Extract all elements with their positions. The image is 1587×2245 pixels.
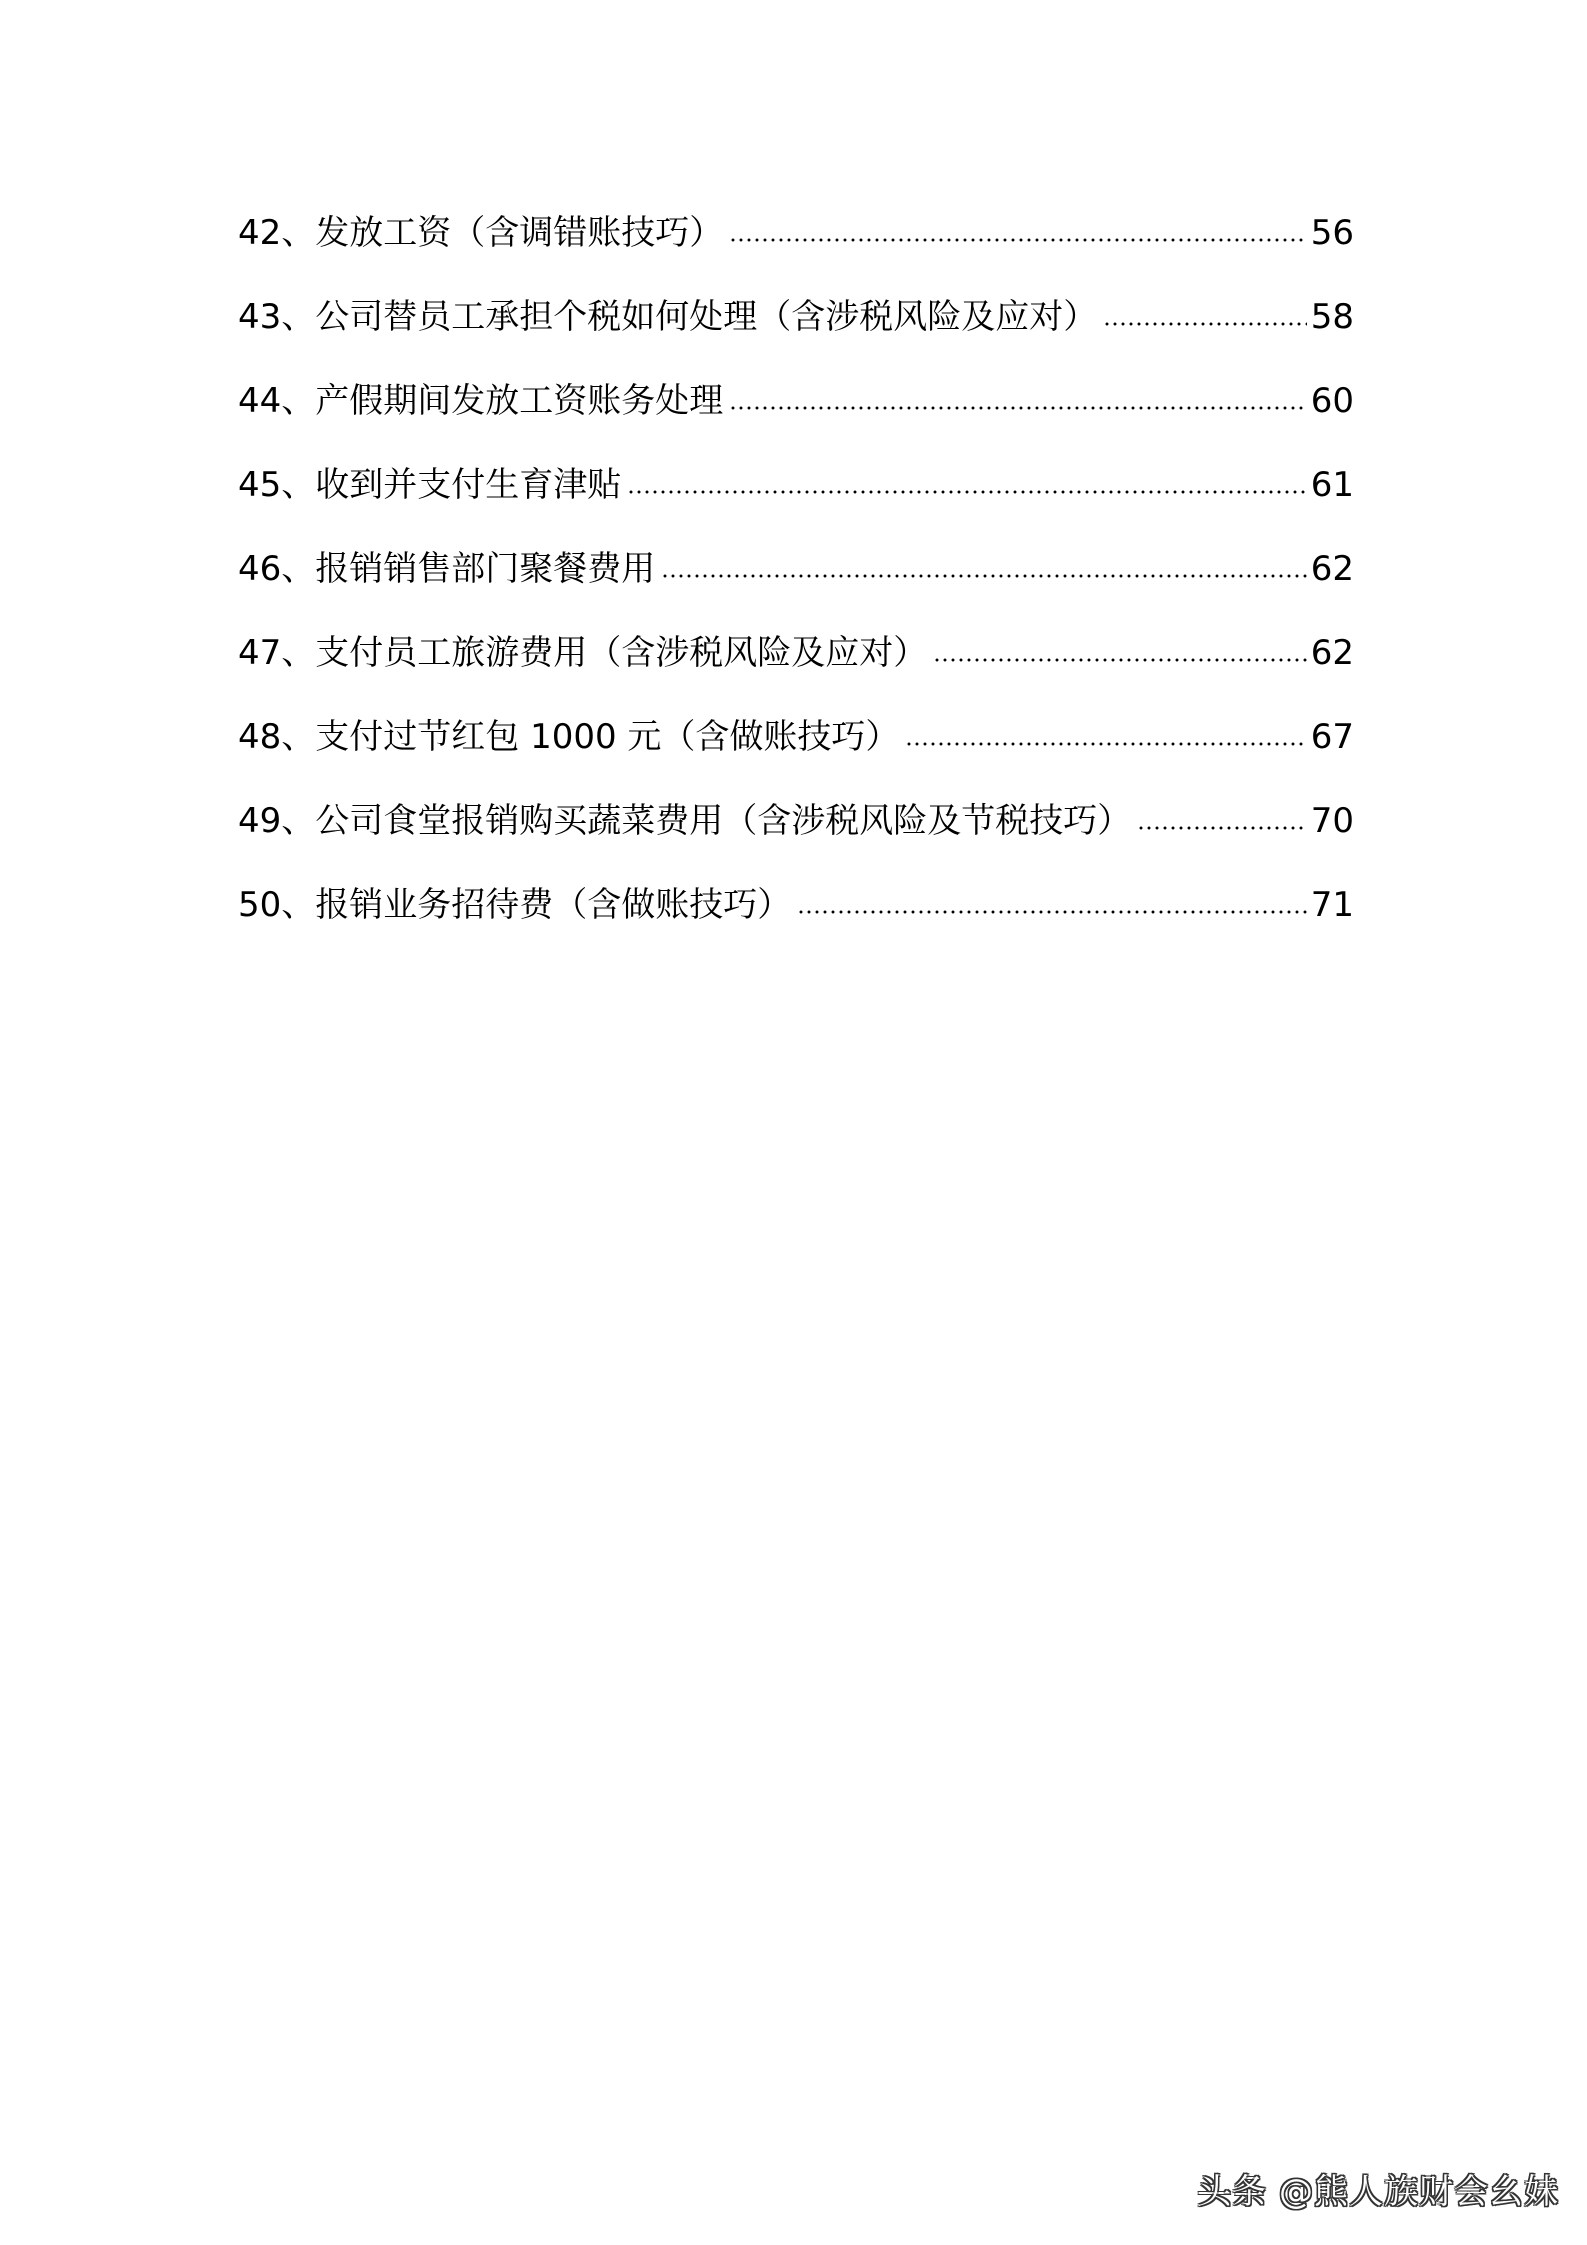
toc-entry-page: 70: [1310, 801, 1354, 841]
toc-entry-page: 62: [1310, 549, 1354, 589]
toc-entry-number: 49、: [238, 801, 316, 841]
toc-entry-page: 67: [1310, 717, 1354, 757]
toc-dot-leader: [729, 406, 1306, 410]
toc-entry-number: 44、: [238, 381, 316, 421]
toc-entry-title: 报销销售部门聚餐费用: [315, 549, 656, 589]
toc-entry[interactable]: [238, 284, 1354, 368]
toc-entry-page: 62: [1310, 633, 1354, 673]
toc-dot-leader: [661, 574, 1306, 578]
toc-dot-leader: [905, 742, 1306, 746]
toc-entry-page: 61: [1310, 465, 1354, 505]
toc-entry-page: 71: [1310, 885, 1354, 925]
toc-entry-page: 56: [1310, 213, 1354, 253]
toc-entry[interactable]: [238, 788, 1354, 872]
toc-entry-number: 43、: [238, 297, 316, 337]
toc-entry-number: 47、: [238, 633, 316, 673]
toc-dot-leader: [1103, 322, 1306, 326]
table-of-contents: [238, 200, 1354, 956]
toc-entry[interactable]: [238, 620, 1354, 704]
toc-entry[interactable]: [238, 452, 1354, 536]
toc-dot-leader: [627, 490, 1306, 494]
toc-entry[interactable]: [238, 200, 1354, 284]
toc-entry-title: 收到并支付生育津贴: [315, 465, 622, 505]
toc-entry[interactable]: [238, 872, 1354, 956]
toc-entry[interactable]: [238, 368, 1354, 452]
toc-entry-page: 60: [1310, 381, 1354, 421]
toc-entry-title: 支付过节红包 1000 元（含做账技巧）: [315, 717, 900, 757]
watermark: 头条 @熊人族财会幺妹: [1197, 2172, 1559, 2212]
toc-entry-title: 产假期间发放工资账务处理: [315, 381, 724, 421]
toc-entry-title: 公司替员工承担个税如何处理（含涉税风险及应对）: [315, 297, 1098, 337]
toc-dot-leader: [1137, 826, 1306, 830]
toc-entry-number: 46、: [238, 549, 316, 589]
toc-entry-page: 58: [1310, 297, 1354, 337]
toc-entry[interactable]: [238, 704, 1354, 788]
toc-entry-title: 公司食堂报销购买蔬菜费用（含涉税风险及节税技巧）: [315, 801, 1132, 841]
toc-entry-number: 45、: [238, 465, 316, 505]
toc-entry-title: 报销业务招待费（含做账技巧）: [315, 885, 792, 925]
toc-dot-leader: [933, 658, 1306, 662]
toc-entry[interactable]: [238, 536, 1354, 620]
toc-entry-number: 42、: [238, 213, 316, 253]
toc-dot-leader: [797, 910, 1306, 914]
toc-entry-title: 支付员工旅游费用（含涉税风险及应对）: [315, 633, 928, 673]
toc-entry-number: 50、: [238, 885, 316, 925]
toc-entry-title: 发放工资（含调错账技巧）: [315, 213, 724, 253]
toc-dot-leader: [729, 238, 1306, 242]
toc-entry-number: 48、: [238, 717, 316, 757]
